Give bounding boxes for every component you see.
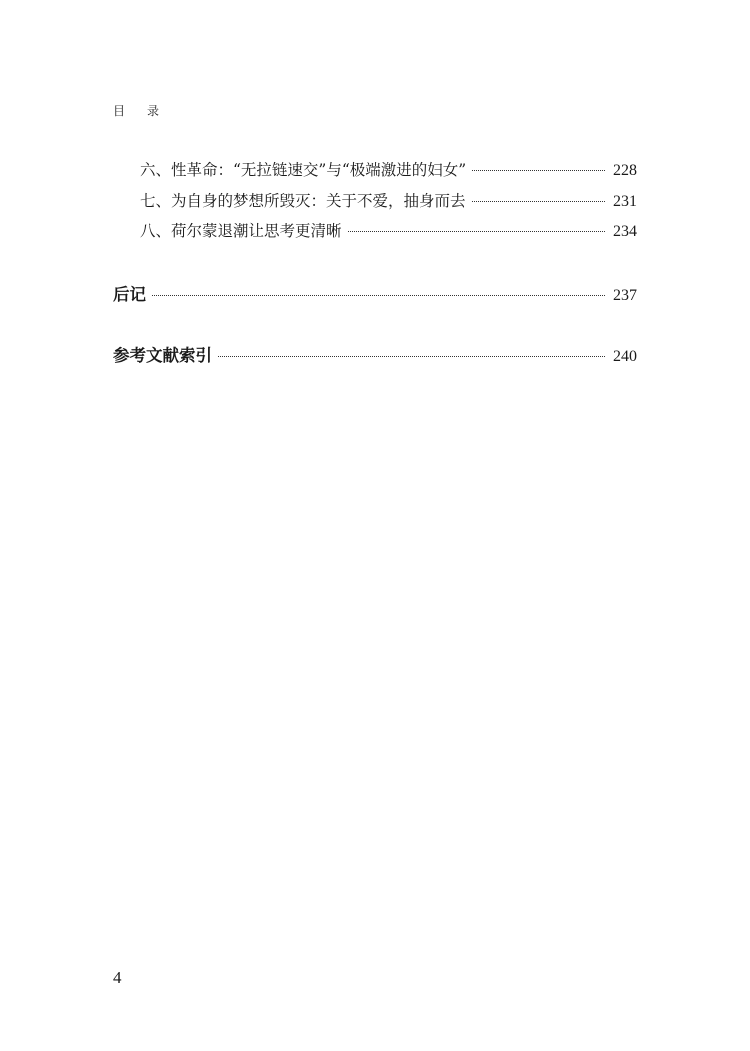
toc-entry-page: 228	[613, 162, 637, 179]
toc-entry-section-6[interactable]	[140, 158, 637, 180]
toc-entry-title: 七、为自身的梦想所毁灭：关于不爱，抽身而去	[140, 192, 466, 210]
toc-leader-dots	[218, 356, 605, 357]
page-number: 4	[113, 968, 122, 987]
toc-entry-title: 八、荷尔蒙退潮让思考更清晰	[140, 222, 342, 240]
toc-entry-references-index[interactable]	[113, 342, 637, 366]
toc-entry-section-7[interactable]	[140, 189, 637, 211]
toc-entry-page: 240	[613, 348, 637, 365]
toc-leader-dots	[472, 201, 605, 202]
toc-entry-section-8[interactable]	[140, 219, 637, 241]
toc-entry-title: 六、性革命：“无拉链速交”与“极端激进的妇女”	[140, 161, 467, 179]
toc-entry-title: 参考文献索引	[113, 346, 212, 365]
toc-entry-page: 234	[613, 223, 637, 240]
running-head	[113, 102, 159, 119]
toc-entry-page: 231	[613, 193, 637, 210]
toc-leader-dots	[348, 231, 605, 232]
toc-entry-page: 237	[613, 287, 637, 304]
toc-entry-afterword[interactable]	[113, 281, 637, 305]
toc-leader-dots	[152, 295, 605, 296]
running-head-left: 目	[113, 104, 126, 118]
toc-entry-title: 后记	[113, 285, 146, 304]
toc-leader-dots	[472, 170, 605, 171]
running-head-right: 录	[147, 104, 160, 118]
